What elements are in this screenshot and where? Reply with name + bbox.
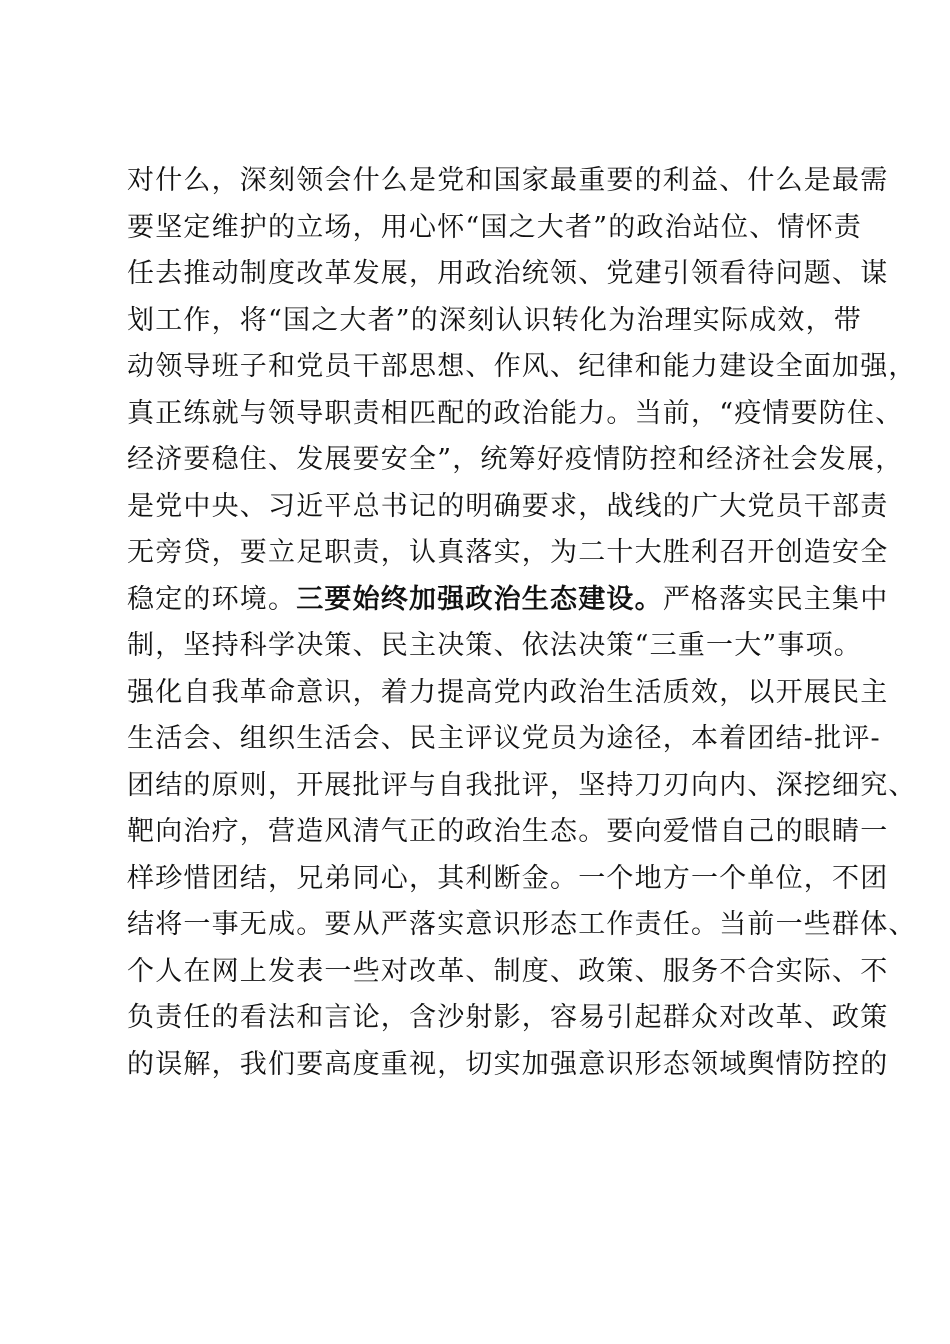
- text-line-7: 经济要稳住、发展要安全”，统筹好疫情防控和经济社会发展，: [127, 444, 904, 475]
- text-line-14: 团结的原则，开展批评与自我批评，坚持刀刃向内、深挖细究、: [127, 769, 917, 801]
- text-line-15: 靶向治疗，营造风清气正的政治生态。要向爱惜自己的眼睛一: [127, 816, 889, 847]
- text-line-6: 真正练就与领导职责相匹配的政治能力。当前，“疫情要防住、: [127, 397, 904, 429]
- text-line-3: 任去推动制度改革发展，用政治统领、党建引领看待问题、谋: [127, 258, 889, 289]
- body-paragraph: [127, 158, 917, 1088]
- text-line-9: 无旁贷，要立足职责，认真落实，为二十大胜利召开创造安全: [127, 537, 889, 568]
- text-line-13: 生活会、组织生活会、民主评议党员为途径，本着团结-批评-: [127, 723, 881, 754]
- text-line-8: 是党中央、习近平总书记的明确要求，战线的广大党员干部责: [127, 490, 889, 522]
- text-line-5: 动领导班子和党员干部思想、作风、纪律和能力建设全面加强，: [127, 351, 917, 382]
- text-line-10: [127, 577, 889, 624]
- bold-heading-segment: 三要始终加强政治生态建设。: [296, 583, 663, 615]
- text-segment: 严格落实民主集中: [662, 583, 889, 615]
- text-line-4: 划工作，将“国之大者”的深刻认识转化为治理实际成效，带: [127, 304, 863, 336]
- text-segment: 稳定的环境。: [127, 583, 297, 615]
- text-line-1: 对什么，深刻领会什么是党和国家最重要的利益、什么是最需: [127, 165, 889, 196]
- text-line-2: 要坚定维护的立场，用心怀“国之大者”的政治站位、情怀责: [127, 211, 863, 243]
- text-line-11: 制，坚持科学决策、民主决策、依法决策“三重一大”事项。: [127, 630, 863, 661]
- text-line-18: 个人在网上发表一些对改革、制度、政策、服务不合实际、不: [127, 955, 889, 987]
- text-line-19: 负责任的看法和言论，含沙射影，容易引起群众对改革、政策: [127, 1002, 889, 1033]
- text-line-17: 结将一事无成。要从严落实意识形态工作责任。当前一些群体、: [127, 909, 917, 940]
- text-line-16: 样珍惜团结，兄弟同心，其利断金。一个地方一个单位，不团: [127, 862, 889, 894]
- text-line-12: 强化自我革命意识，着力提高党内政治生活质效，以开展民主: [127, 676, 889, 708]
- text-line-20: 的误解，我们要高度重视，切实加强意识形态领域舆情防控的: [127, 1048, 889, 1080]
